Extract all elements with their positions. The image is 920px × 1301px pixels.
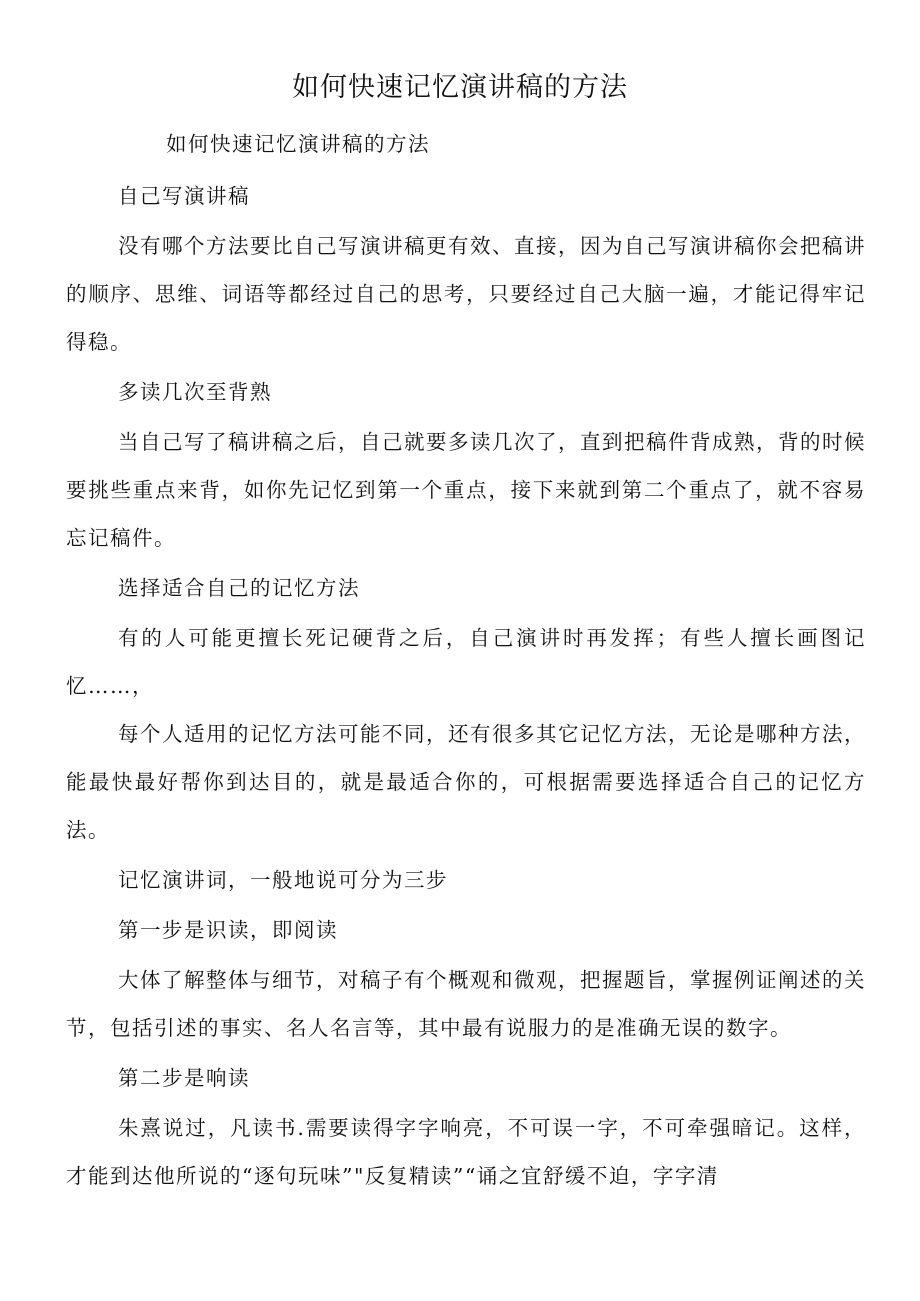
document-body [66, 120, 866, 1200]
section-heading: 选择适合自己的记忆方法 [118, 576, 360, 600]
body-paragraph: 没有哪个方法要比自己写演讲稿更有效、直接，因为自己写演讲稿你会把稿讲的顺序、思维、词语等都经过自己的思考，只要经过自己大脑一遍，才能记得牢记得稳。 [66, 234, 866, 354]
section-heading: 自己写演讲稿 [118, 184, 250, 208]
document-title: 如何快速记忆演讲稿的方法 [292, 72, 628, 103]
body-paragraph: 大体了解整体与细节，对稿子有个概观和微观，把握题旨，掌握例证阐述的关节，包括引述的事实、名人名言等，其中最有说服力的是准确无误的数字。 [66, 968, 866, 1040]
body-paragraph: 每个人适用的记忆方法可能不同，还有很多其它记忆方法，无论是哪种方法，能最快最好帮你到达目的，就是最适合你的，可根据需要选择适合自己的记忆方法。 [66, 722, 866, 842]
document-subtitle: 如何快速记忆演讲稿的方法 [166, 132, 430, 156]
section-heading: 第一步是识读，即阅读 [118, 918, 338, 942]
body-paragraph: 有的人可能更擅长死记硬背之后，自己演讲时再发挥；有些人擅长画图记忆……， [66, 626, 866, 698]
body-paragraph: 朱熹说过，凡读书.需要读得字字响亮，不可误一字，不可牵强暗记。这样，才能到达他所说的“逐句玩味”"反复精读”“诵之宜舒缓不迫，字字清 [66, 1116, 866, 1188]
section-heading: 记忆演讲词，一般地说可分为三步 [118, 868, 448, 892]
section-heading: 第二步是响读 [118, 1066, 250, 1090]
section-heading: 多读几次至背熟 [118, 380, 272, 404]
body-paragraph: 当自己写了稿讲稿之后，自己就要多读几次了，直到把稿件背成熟，背的时候要挑些重点来背，如你先记忆到第一个重点，接下来就到第二个重点了，就不容易忘记稿件。 [66, 430, 866, 550]
